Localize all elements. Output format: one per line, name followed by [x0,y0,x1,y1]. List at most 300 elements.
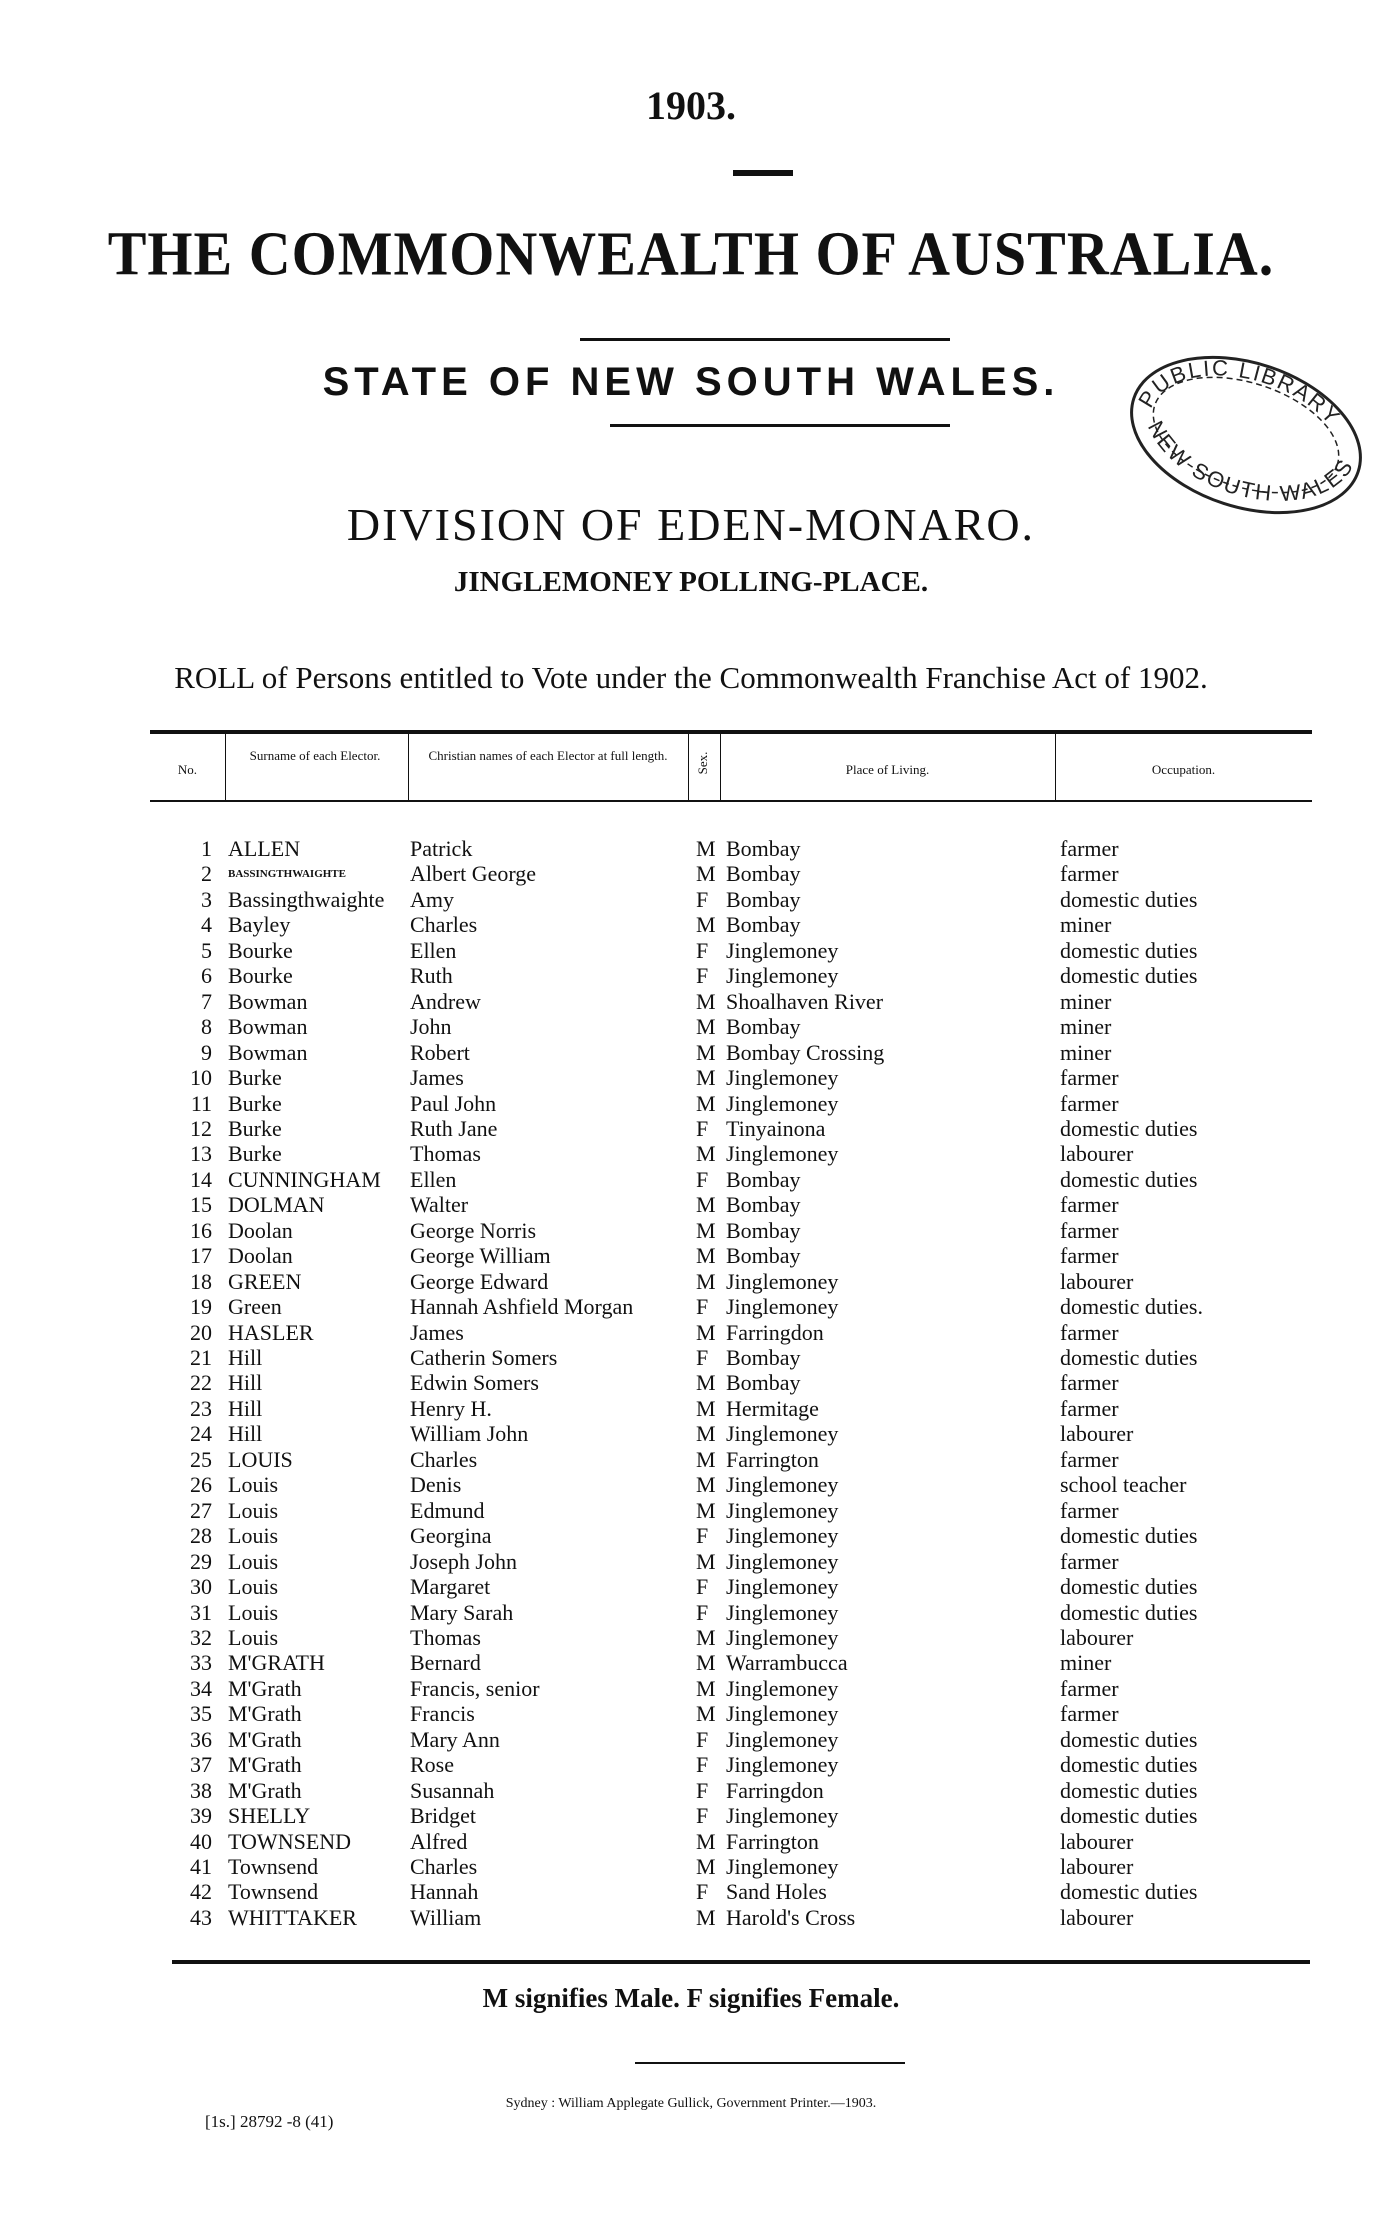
elector-surname: Townsend [228,1854,319,1879]
state-heading: STATE OF NEW SOUTH WALES. [322,360,1060,404]
elector-number: 19 [190,1294,212,1320]
elector-sex: M [696,912,716,938]
table-row [0,1829,1382,1855]
table-row [0,1523,1382,1549]
table-row [0,989,1382,1015]
elector-place: Jinglemoney [726,1701,839,1727]
elector-sex: F [696,886,709,912]
elector-sex: M [696,1268,716,1294]
elector-occupation: labourer [1060,1854,1134,1879]
elector-occupation: labourer [1060,1828,1134,1854]
elector-sex: F [696,1523,709,1549]
elector-surname: Louis [228,1624,279,1650]
elector-number: 4 [201,912,212,938]
elector-occupation: domestic duties. [1060,1294,1203,1320]
elector-surname: WHITTAKER [228,1904,357,1930]
elector-surname: Townsend [228,1879,319,1905]
elector-surname: M'Grath [228,1777,302,1803]
elector-sex: M [696,836,716,861]
elector-occupation: domestic duties [1060,1752,1198,1778]
elector-place: Bombay [726,1243,801,1269]
table-row [0,1141,1382,1167]
elector-place: Hermitage [726,1395,819,1421]
elector-surname: Doolan [228,1217,293,1243]
elector-surname: GREEN [228,1268,302,1294]
elector-number: 32 [190,1624,212,1650]
elector-surname: Bowman [228,1039,308,1065]
elector-place: Farrington [726,1446,819,1472]
elector-sex: M [696,1319,716,1345]
table-row [0,1447,1382,1473]
elector-sex: M [696,1243,716,1269]
elector-surname: Bourke [228,937,293,963]
column-divider [225,734,226,800]
elector-christian-names: Walter [410,1192,469,1218]
elector-sex: M [696,1141,716,1167]
elector-occupation: farmer [1060,1446,1119,1472]
table-row [0,1116,1382,1142]
elector-christian-names: Edmund [410,1497,485,1523]
elector-number: 17 [190,1243,212,1269]
elector-occupation: labourer [1060,1141,1134,1167]
elector-place: Bombay [726,886,801,912]
elector-christian-names: Georgina [410,1523,492,1549]
elector-christian-names: Ruth [410,963,453,989]
elector-sex: M [696,1548,716,1574]
table-row [0,1498,1382,1524]
elector-occupation: miner [1060,988,1112,1014]
elector-christian-names: George Edward [410,1268,549,1294]
elector-number: 10 [190,1065,212,1091]
elector-sex: F [696,1777,709,1803]
elector-occupation: farmer [1060,1192,1119,1218]
library-stamp [1118,345,1373,520]
elector-number: 28 [190,1523,212,1549]
elector-sex: M [696,988,716,1014]
elector-surname: Bowman [228,988,308,1014]
elector-occupation: domestic duties [1060,1574,1198,1600]
elector-place: Jinglemoney [726,1294,839,1320]
elector-surname: Green [228,1294,282,1320]
elector-surname: Hill [228,1421,263,1447]
elector-place: Shoalhaven River [726,988,884,1014]
elector-christian-names: Francis [410,1701,475,1727]
table-row [0,1243,1382,1269]
elector-occupation: labourer [1060,1268,1134,1294]
elector-sex: F [696,1166,709,1192]
table-row [0,1040,1382,1066]
elector-sex: M [696,1090,716,1116]
elector-number: 23 [190,1395,212,1421]
elector-sex: M [696,1065,716,1091]
header-no: No. [177,762,198,777]
elector-christian-names: Charles [410,1854,478,1879]
elector-christian-names: Andrew [410,988,481,1014]
elector-surname: Hill [228,1370,263,1396]
elector-christian-names: Charles [410,1446,478,1472]
elector-occupation: farmer [1060,1217,1119,1243]
elector-surname: LOUIS [228,1446,293,1472]
column-divider [688,734,689,800]
elector-christian-names: Edwin Somers [410,1370,539,1396]
elector-surname: M'Grath [228,1701,302,1727]
elector-christian-names: Rose [410,1752,454,1778]
elector-occupation: farmer [1060,1395,1119,1421]
elector-place: Jinglemoney [726,1624,839,1650]
table-bottom-rule [172,1960,1310,1964]
decorative-rule [610,424,950,427]
elector-occupation: domestic duties [1060,886,1198,912]
table-row [0,1320,1382,1346]
elector-place: Jinglemoney [726,1803,839,1829]
elector-sex: M [696,1497,716,1523]
elector-number: 34 [190,1675,212,1701]
table-row [0,1676,1382,1702]
elector-sex: F [696,1726,709,1752]
elector-number: 6 [201,963,212,989]
elector-sex: M [696,1904,716,1930]
elector-surname: M'Grath [228,1726,302,1752]
elector-surname: Louis [228,1548,279,1574]
elector-occupation: farmer [1060,1090,1119,1116]
elector-number: 41 [190,1854,212,1879]
elector-number: 30 [190,1574,212,1600]
elector-place: Bombay [726,912,801,938]
elector-place: Warrambucca [726,1650,848,1676]
elector-sex: M [696,1421,716,1447]
elector-occupation: farmer [1060,1065,1119,1091]
elector-occupation: farmer [1060,1701,1119,1727]
elector-number: 33 [190,1650,212,1676]
elector-christian-names: Robert [410,1039,470,1065]
elector-sex: M [696,1014,716,1040]
table-row [0,1192,1382,1218]
elector-place: Jinglemoney [726,963,839,989]
elector-place: Bombay [726,1014,801,1040]
elector-surname: Bayley [228,912,291,938]
elector-christian-names: Thomas [410,1141,481,1167]
table-header-rule [150,800,1312,802]
elector-place: Bombay [726,1217,801,1243]
elector-christian-names: Catherin Somers [410,1345,558,1370]
elector-christian-names: Ruth Jane [410,1115,498,1141]
elector-surname: SHELLY [228,1803,311,1829]
elector-occupation: domestic duties [1060,1115,1198,1141]
elector-occupation: domestic duties [1060,1777,1198,1803]
elector-place: Farrington [726,1828,819,1854]
table-row [0,1625,1382,1651]
elector-occupation: miner [1060,1039,1112,1065]
polling-place-heading: JINGLEMONEY POLLING-PLACE. [453,566,929,598]
table-row [0,912,1382,938]
elector-place: Bombay [726,861,801,887]
elector-place: Jinglemoney [726,1854,839,1879]
elector-number: 38 [190,1777,212,1803]
elector-surname: Hill [228,1395,263,1421]
elector-christian-names: Thomas [410,1624,481,1650]
elector-christian-names: Susannah [410,1777,495,1803]
elector-number: 14 [190,1166,212,1192]
elector-christian-names: Ellen [410,937,457,963]
elector-sex: M [696,861,716,887]
sex-legend: M signifies Male. F signifies Female. [482,1983,900,2013]
elector-number: 1 [201,836,212,861]
elector-occupation: labourer [1060,1624,1134,1650]
table-row [0,1167,1382,1193]
elector-sex: F [696,1879,709,1905]
elector-place: Jinglemoney [726,1472,839,1498]
decorative-rule [580,338,950,341]
elector-surname: Bourke [228,963,293,989]
elector-surname: BASSINGTHWAIGHTE [228,868,346,881]
table-row [0,836,1382,862]
elector-christian-names: Amy [410,886,454,912]
header-occupation: Occupation. [1151,762,1216,777]
elector-place: Jinglemoney [726,1599,839,1625]
elector-sex: M [696,1217,716,1243]
elector-occupation: miner [1060,1650,1112,1676]
printer-imprint: Sydney : William Applegate Gullick, Government Printer.—1903. [505,2096,877,2111]
elector-sex: F [696,1345,709,1370]
elector-sex: M [696,1446,716,1472]
table-row [0,1345,1382,1371]
elector-occupation: domestic duties [1060,1599,1198,1625]
elector-surname: M'GRATH [228,1650,325,1676]
elector-number: 9 [201,1039,212,1065]
table-row [0,1650,1382,1676]
elector-place: Jinglemoney [726,937,839,963]
elector-occupation: farmer [1060,1497,1119,1523]
elector-christian-names: Alfred [410,1828,468,1854]
elector-occupation: domestic duties [1060,1345,1198,1370]
elector-surname: Burke [228,1115,282,1141]
elector-christian-names: James [410,1319,464,1345]
elector-christian-names: Ellen [410,1166,457,1192]
elector-place: Bombay [726,836,801,861]
elector-surname: Louis [228,1574,279,1600]
elector-number: 7 [201,988,212,1014]
table-row [0,1421,1382,1447]
header-sex: Sex. [695,751,710,775]
table-row [0,1218,1382,1244]
table-row [0,1854,1382,1880]
elector-surname: TOWNSEND [228,1828,352,1854]
elector-occupation: farmer [1060,1243,1119,1269]
elector-christian-names: William [410,1904,482,1930]
elector-occupation: school teacher [1060,1472,1187,1498]
svg-text:NEW SOUTH WALES: NEW SOUTH WALES [1142,416,1359,507]
elector-place: Jinglemoney [726,1548,839,1574]
table-row [0,1905,1382,1931]
elector-surname: Louis [228,1497,279,1523]
elector-christian-names: Paul John [410,1090,497,1116]
elector-sex: M [696,1370,716,1396]
elector-place: Jinglemoney [726,1752,839,1778]
division-heading: DIVISION OF EDEN-MONARO. [346,499,1036,550]
elector-number: 5 [201,937,212,963]
elector-number: 43 [190,1904,212,1930]
elector-christian-names: Joseph John [410,1548,517,1574]
table-row [0,1014,1382,1040]
elector-place: Bombay [726,1166,801,1192]
elector-place: Tinyainona [726,1115,826,1141]
elector-occupation: farmer [1060,861,1119,887]
elector-surname: Burke [228,1090,282,1116]
table-row [0,1600,1382,1626]
elector-place: Harold's Cross [726,1904,856,1930]
elector-place: Jinglemoney [726,1675,839,1701]
elector-surname: Burke [228,1065,282,1091]
table-row [0,1549,1382,1575]
elector-place: Jinglemoney [726,1574,839,1600]
elector-christian-names: Patrick [410,836,473,861]
elector-place: Bombay [726,1370,801,1396]
elector-sex: M [696,1472,716,1498]
elector-place: Bombay [726,1345,801,1370]
elector-number: 40 [190,1828,212,1854]
elector-number: 11 [190,1090,212,1116]
elector-occupation: farmer [1060,836,1119,861]
table-top-rule [150,730,1312,734]
elector-occupation: domestic duties [1060,1523,1198,1549]
column-divider [408,734,409,800]
elector-surname: DOLMAN [228,1192,325,1218]
elector-place: Bombay Crossing [726,1039,885,1065]
elector-number: 37 [190,1752,212,1778]
table-row [0,1472,1382,1498]
elector-number: 42 [190,1879,212,1905]
elector-number: 13 [190,1141,212,1167]
elector-sex: M [696,1624,716,1650]
elector-christian-names: Bridget [410,1803,476,1829]
elector-number: 20 [190,1319,212,1345]
elector-sex: F [696,1574,709,1600]
elector-surname: M'Grath [228,1752,302,1778]
elector-christian-names: Albert George [410,861,537,887]
table-row [0,1091,1382,1117]
elector-number: 36 [190,1726,212,1752]
elector-surname: Doolan [228,1243,293,1269]
elector-place: Jinglemoney [726,1726,839,1752]
header-christian-names: Christian names of each Elector at full length. [428,748,668,763]
elector-place: Jinglemoney [726,1523,839,1549]
elector-place: Bombay [726,1192,801,1218]
table-row [0,1727,1382,1753]
table-row [0,1803,1382,1829]
elector-surname: Louis [228,1472,279,1498]
table-row [0,1879,1382,1905]
elector-number: 31 [190,1599,212,1625]
elector-number: 2 [201,861,212,887]
elector-sex: F [696,1115,709,1141]
elector-christian-names: Henry H. [410,1395,492,1421]
table-row [0,1370,1382,1396]
elector-christian-names: Francis, senior [410,1675,540,1701]
elector-occupation: farmer [1060,1370,1119,1396]
elector-number: 27 [190,1497,212,1523]
elector-surname: Hill [228,1345,263,1370]
table-row [0,887,1382,913]
elector-number: 29 [190,1548,212,1574]
elector-number: 25 [190,1446,212,1472]
elector-surname: Burke [228,1141,282,1167]
elector-occupation: domestic duties [1060,1879,1198,1905]
elector-sex: M [696,1701,716,1727]
elector-occupation: miner [1060,1014,1112,1040]
elector-christian-names: Charles [410,912,478,938]
elector-christian-names: Bernard [410,1650,481,1676]
elector-occupation: domestic duties [1060,937,1198,963]
elector-number: 22 [190,1370,212,1396]
header-surname: Surname of each Elector. [249,748,381,763]
document-title: THE COMMONWEALTH OF AUSTRALIA. [107,218,1275,289]
elector-surname: CUNNINGHAM [228,1166,381,1192]
elector-sex: F [696,963,709,989]
elector-surname: ALLEN [228,836,301,861]
elector-christian-names: Mary Ann [410,1726,500,1752]
elector-christian-names: George William [410,1243,551,1269]
table-row [0,1574,1382,1600]
elector-christian-names: Hannah Ashfield Morgan [410,1294,634,1320]
elector-christian-names: James [410,1065,464,1091]
elector-christian-names: Mary Sarah [410,1599,514,1625]
elector-place: Jinglemoney [726,1090,839,1116]
elector-occupation: miner [1060,912,1112,938]
table-row [0,861,1382,887]
elector-christian-names: William John [410,1421,529,1447]
elector-place: Farringdon [726,1319,824,1345]
year-heading: 1903. [646,83,736,128]
elector-occupation: farmer [1060,1675,1119,1701]
elector-christian-names: Denis [410,1472,462,1498]
elector-occupation: labourer [1060,1904,1134,1930]
roll-title: ROLL of Persons entitled to Vote under the Commonwealth Franchise Act of 1902. [174,660,1208,695]
elector-number: 3 [201,886,212,912]
elector-surname: Bassingthwaighte [228,886,385,912]
elector-place: Jinglemoney [726,1141,839,1167]
table-row [0,938,1382,964]
elector-sex: F [696,1294,709,1320]
elector-number: 26 [190,1472,212,1498]
elector-occupation: labourer [1060,1421,1134,1447]
elector-christian-names: Hannah [410,1879,479,1905]
elector-number: 12 [190,1115,212,1141]
elector-surname: Bowman [228,1014,308,1040]
elector-sex: M [696,1395,716,1421]
elector-surname: Louis [228,1523,279,1549]
elector-christian-names: John [410,1014,452,1040]
elector-sex: F [696,1803,709,1829]
elector-sex: M [696,1039,716,1065]
elector-sex: F [696,1599,709,1625]
elector-surname: HASLER [228,1319,314,1345]
elector-place: Jinglemoney [726,1065,839,1091]
table-row [0,1065,1382,1091]
elector-occupation: domestic duties [1060,1803,1198,1829]
elector-number: 35 [190,1701,212,1727]
elector-occupation: domestic duties [1060,963,1198,989]
decorative-rule [635,2062,905,2064]
elector-occupation: farmer [1060,1319,1119,1345]
elector-sex: F [696,937,709,963]
elector-number: 8 [201,1014,212,1040]
elector-surname: Louis [228,1599,279,1625]
elector-christian-names: Margaret [410,1574,491,1600]
elector-place: Farringdon [726,1777,824,1803]
elector-surname: M'Grath [228,1675,302,1701]
header-place: Place of Living. [845,762,930,777]
table-row [0,1778,1382,1804]
